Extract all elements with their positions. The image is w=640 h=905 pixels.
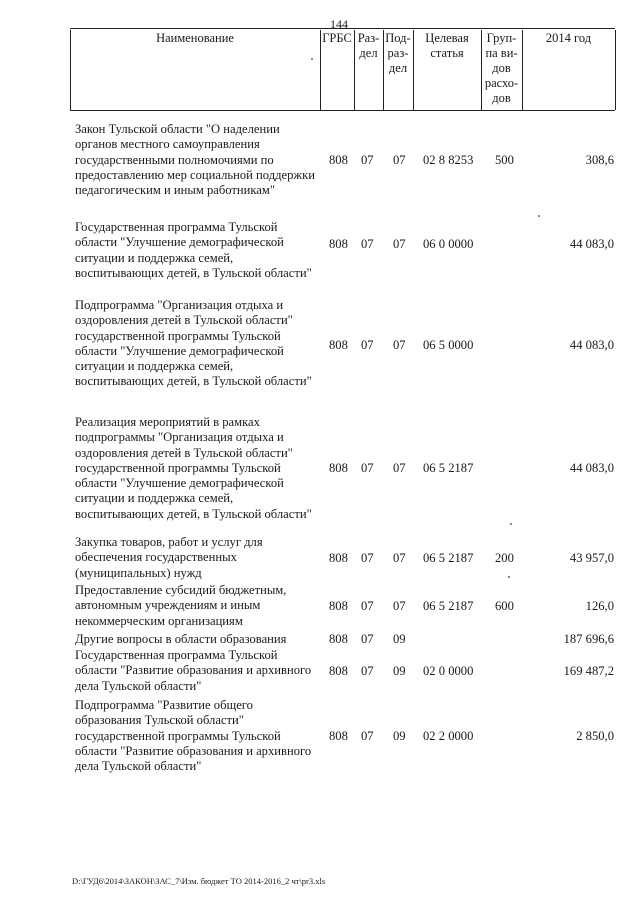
row-podrazdel: 07 xyxy=(393,599,406,613)
row-grbs: 808 xyxy=(329,729,348,743)
row-grbs: 808 xyxy=(329,153,348,167)
row-podrazdel: 07 xyxy=(393,237,406,251)
row-sum: 169 487,2 xyxy=(563,664,614,678)
row-gruppa: 200 xyxy=(495,551,514,565)
row-gruppa: 500 xyxy=(495,153,514,167)
row-sum: 187 696,6 xyxy=(563,632,614,646)
row-grbs: 808 xyxy=(329,551,348,565)
row-podrazdel: 09 xyxy=(393,632,406,646)
row-name: Подпрограмма "Развитие общего образования Тульской области" государственной программы Тульской области "Развитие образования и архивного дела Тульской области" xyxy=(75,698,312,774)
row-name: Закон Тульской области "О наделении органов местного самоуправления государственными полномочиями по предоставлению мер социальной поддержки педагогическим и иным работникам" xyxy=(75,122,315,198)
row-sum: 44 083,0 xyxy=(569,237,614,251)
row-name: Предоставление субсидий бюджетным, автономным учреждениям и иным некоммерческим организациям xyxy=(75,583,287,628)
row-podrazdel: 07 xyxy=(393,551,406,565)
row-tselevaya: 06 5 2187 xyxy=(423,551,474,565)
header-divider xyxy=(615,30,616,110)
row-sum: 2 850,0 xyxy=(576,729,614,743)
row-sum: 308,6 xyxy=(585,153,614,167)
row-name: Реализация мероприятий в рамках подпрограммы "Организация отдыха и оздоровления детей в Тульской области" государственной программы Тульской области "Улучшение демографической ситуации и поддержка семей, воспитывающих детей, в Тульской области" xyxy=(75,415,312,521)
scan-speck xyxy=(538,215,540,217)
row-tselevaya: 06 0 0000 xyxy=(423,237,474,251)
row-podrazdel: 09 xyxy=(393,664,406,678)
row-tselevaya: 02 0 0000 xyxy=(423,664,474,678)
header-top-line xyxy=(70,28,615,29)
row-razdel: 07 xyxy=(361,664,374,678)
page-number: 144 xyxy=(330,17,348,31)
row-sum: 44 083,0 xyxy=(569,461,614,475)
row-tselevaya: 06 5 2187 xyxy=(423,599,474,613)
scan-speck xyxy=(508,576,510,578)
row-razdel: 07 xyxy=(361,338,374,352)
header-grbs: ГРБС xyxy=(322,31,352,45)
row-razdel: 07 xyxy=(361,237,374,251)
row-tselevaya: 02 8 8253 xyxy=(423,153,474,167)
header-year: 2014 год xyxy=(545,31,592,45)
row-gruppa: 600 xyxy=(495,599,514,613)
file-path-footer: D:\ГУД6\2014\ЗАКОН\ЗАС_7\Изм. бюджет ТО 2014-2016_2 чт\pr3.xls xyxy=(72,876,326,886)
row-name: Закупка товаров, работ и услуг для обеспечения государственных (муниципальных) нужд xyxy=(75,535,263,580)
row-razdel: 07 xyxy=(361,551,374,565)
row-sum: 44 083,0 xyxy=(569,338,614,352)
row-podrazdel: 07 xyxy=(393,461,406,475)
row-razdel: 07 xyxy=(361,153,374,167)
header-tselevaya: Целевая статья xyxy=(425,31,469,60)
row-grbs: 808 xyxy=(329,599,348,613)
row-name: Подпрограмма "Организация отдыха и оздоровления детей в Тульской области" государственной программы Тульской области "Улучшение демографической ситуации и поддержка семей, воспитывающих детей, в Тульской области" xyxy=(75,298,312,389)
row-sum: 43 957,0 xyxy=(569,551,614,565)
row-name: Другие вопросы в области образования xyxy=(75,632,287,646)
row-razdel: 07 xyxy=(361,632,374,646)
row-grbs: 808 xyxy=(329,237,348,251)
row-podrazdel: 09 xyxy=(393,729,406,743)
row-podrazdel: 07 xyxy=(393,338,406,352)
row-tselevaya: 06 5 2187 xyxy=(423,461,474,475)
scan-speck xyxy=(510,523,512,525)
row-podrazdel: 07 xyxy=(393,153,406,167)
row-name: Государственная программа Тульской области "Развитие образования и архивного дела Тульской области" xyxy=(75,648,312,693)
row-grbs: 808 xyxy=(329,338,348,352)
row-grbs: 808 xyxy=(329,461,348,475)
header-gruppa: Груп- па ви- дов расхо- дов xyxy=(484,31,519,105)
row-sum: 126,0 xyxy=(585,599,614,613)
row-razdel: 07 xyxy=(361,461,374,475)
row-tselevaya: 02 2 0000 xyxy=(423,729,474,743)
row-razdel: 07 xyxy=(361,599,374,613)
row-grbs: 808 xyxy=(329,664,348,678)
row-name: Государственная программа Тульской области "Улучшение демографической ситуации и поддержка семей, воспитывающих детей, в Тульской области" xyxy=(75,220,312,280)
row-tselevaya: 06 5 0000 xyxy=(423,338,474,352)
row-grbs: 808 xyxy=(329,632,348,646)
row-razdel: 07 xyxy=(361,729,374,743)
scan-speck xyxy=(311,58,313,60)
header-podrazdel: Под- раз- дел xyxy=(385,31,411,75)
header-razdel: Раз- дел xyxy=(357,31,380,60)
header-name: Наименование xyxy=(156,31,234,45)
